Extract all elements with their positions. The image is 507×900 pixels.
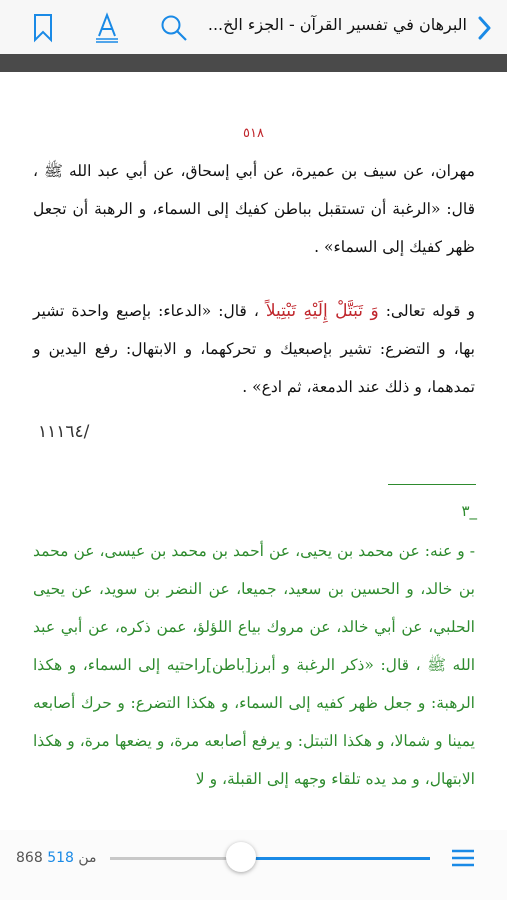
bottom-toolbar [0,830,507,900]
font-icon[interactable] [94,12,120,44]
current-page: 518 [47,850,74,866]
menu-icon[interactable] [451,848,475,868]
text-paragraph-1: مهران، عن سيف بن عميرة، عن أبي إسحاق، عن أبي عبد الله ﷺ ، قال: «الرغبة أن تستقبل بباطن كفيك إلى السماء، و الرهبة أن تجعل ظهر كفيك إلى السماء» . [33,162,475,256]
bookmark-icon[interactable] [33,13,53,43]
text-paragraph-3: - و عنه: عن محمد بن يحيى، عن أحمد بن محمد بن عيسى، عن محمد بن خالد، و الحسين بن سعيد، جميعا، عن النضر بن سويد، عن يحيى الحلبي، عن أبي خالد، عن مروك بياع اللؤلؤ، عمن ذكره، عن أبي عبد الله ﷺ ، قال: «ذكر الرغبة و أبرز[باطن]راحتيه إلى السماء، و هكذا الرهبة: و جعل ظهر كفيه إلى السماء، و هكذا التضرع: و حرك أصابعه يمينا و شمالا، و هكذا التبتل: و يرفع أصابعه مرة، و يضعها مرة، و هكذا الابتهال، و مد يده تلقاء وجهه إلى القبلة، و لا [33,542,475,788]
footnote-number: ٣_ [461,502,477,520]
slider-fill [241,857,430,860]
chevron-right-icon[interactable] [476,16,492,40]
footnote-divider [388,484,476,485]
total-pages: 868 [16,850,43,866]
page-counter [16,850,97,866]
page-number: ٥١٨ [243,126,264,141]
top-toolbar [0,0,507,54]
text-paragraph-2 [33,292,475,406]
page-content[interactable] [0,72,507,830]
hadith-number: /١١١٦٤ [38,422,90,442]
slider-knob[interactable] [226,842,256,872]
paragraph-2-body: ، قال: «الدعاء: بإصبع واحدة تشير بها، و التضرع: تشير بإصبعيك و تحركهما، و الابتهال: رفع اليدين و تمدهما، و ذلك عند الدمعة، ثم ادع» . [33,302,475,396]
of-label: من [78,850,97,866]
page-title: البرهان في تفسير القرآن - الجزء الخ... [207,15,467,34]
quran-verse: وَ تَبَتَّلْ إِلَيْهِ تَبْتِيلاً [265,301,379,321]
paragraph-2-intro: و قوله تعالى: [378,302,476,320]
page-slider[interactable] [110,857,430,860]
divider-bar [0,54,507,72]
